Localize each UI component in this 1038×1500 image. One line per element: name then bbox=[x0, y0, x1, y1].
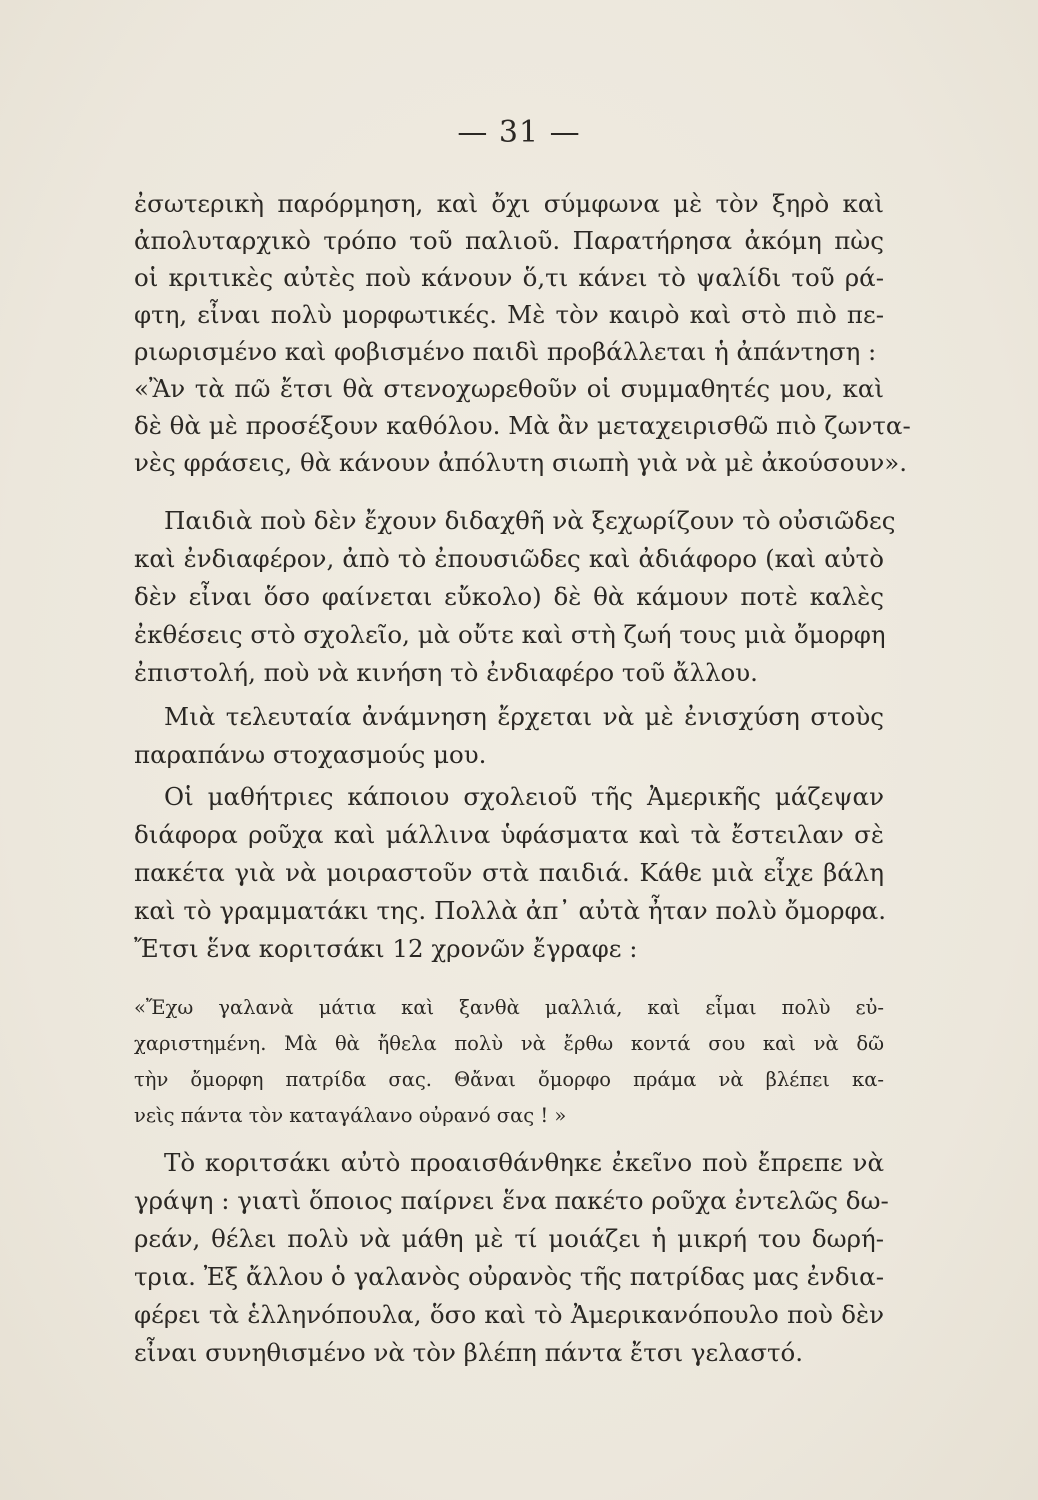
text-line: φτη, εἶναι πολὺ μορφωτικές. Μὲ τὸν καιρὸ καὶ στὸ πιὸ πε- bbox=[134, 300, 884, 329]
text-line: Μιὰ τελευταία ἀνάμνηση ἔρχεται νὰ μὲ ἐνισχύση στοὺς bbox=[164, 702, 884, 731]
text-line: ἐσωτερικὴ παρόρμηση, καὶ ὄχι σύμφωνα μὲ τὸν ξηρὸ καὶ bbox=[134, 189, 884, 218]
text-line: Οἱ μαθήτριες κάποιου σχολειοῦ τῆς Ἀμερικῆς μάζεψαν bbox=[164, 782, 884, 811]
text-line: ἐπιστολή, ποὺ νὰ κινήση τὸ ἐνδιαφέρο τοῦ ἄλλου. bbox=[134, 658, 758, 687]
text-line: ἀπολυταρχικὸ τρόπο τοῦ παλιοῦ. Παρατήρησα ἀκόμη πὼς bbox=[134, 226, 884, 255]
quote-line: νεὶς πάντα τὸν καταγάλανο οὐρανό σας ! » bbox=[134, 1104, 567, 1127]
text-line: φέρει τὰ ἑλληνόπουλα, ὅσο καὶ τὸ Ἀμερικανόπουλο ποὺ δὲν bbox=[134, 1300, 884, 1329]
text-line: καὶ τὸ γραμματάκι της. Πολλὰ ἀπ᾿ αὐτὰ ἦταν πολὺ ὄμορφα. bbox=[134, 896, 886, 925]
text-line: γράψη : γιατὶ ὅποιος παίρνει ἕνα πακέτο ροῦχα ἐντελῶς δω- bbox=[134, 1186, 889, 1215]
text-line: Τὸ κοριτσάκι αὐτὸ προαισθάνθηκε ἐκεῖνο ποὺ ἔπρεπε νὰ bbox=[164, 1148, 884, 1177]
text-line: πακέτα γιὰ νὰ μοιραστοῦν στὰ παιδιά. Κάθε μιὰ εἶχε βάλη bbox=[134, 858, 884, 887]
text-line: εἶναι συνηθισμένο νὰ τὸν βλέπη πάντα ἔτσι γελαστό. bbox=[134, 1338, 804, 1367]
text-line: παραπάνω στοχασμούς μου. bbox=[134, 740, 487, 769]
text-line: δὲ θὰ μὲ προσέξουν καθόλου. Μὰ ἂν μεταχειρισθῶ πιὸ ζωντα- bbox=[134, 411, 911, 440]
quote-line: τὴν ὄμορφη πατρίδα σας. Θἄναι ὄμορφο πράμα νὰ βλέπει κα- bbox=[134, 1068, 884, 1091]
text-line: νὲς φράσεις, θὰ κάνουν ἀπόλυτη σιωπὴ γιὰ νὰ μὲ ἀκούσουν». bbox=[134, 448, 908, 477]
text-line: «Ἂν τὰ πῶ ἔτσι θὰ στενοχωρεθοῦν οἱ συμμαθητές μου, καὶ bbox=[134, 374, 884, 403]
text-line: ριωρισμένο καὶ φοβισμένο παιδὶ προβάλλεται ἡ ἀπάντηση : bbox=[134, 337, 877, 366]
text-line: Παιδιὰ ποὺ δὲν ἔχουν διδαχθῆ νὰ ξεχωρίζουν τὸ οὐσιῶδες bbox=[164, 506, 896, 535]
text-line: διάφορα ροῦχα καὶ μάλλινα ὑφάσματα καὶ τὰ ἔστειλαν σὲ bbox=[134, 820, 884, 849]
text-line: ρεάν, θέλει πολὺ νὰ μάθη μὲ τί μοιάζει ἡ μικρή του δωρή- bbox=[134, 1224, 884, 1253]
text-line: δὲν εἶναι ὅσο φαίνεται εὔκολο) δὲ θὰ κάμουν ποτὲ καλὲς bbox=[134, 582, 884, 611]
text-line: οἱ κριτικὲς αὐτὲς ποὺ κάνουν ὅ,τι κάνει τὸ ψαλίδι τοῦ ρά- bbox=[134, 263, 884, 292]
text-line: καὶ ἐνδιαφέρον, ἀπὸ τὸ ἐπουσιῶδες καὶ ἀδιάφορο (καὶ αὐτὸ bbox=[134, 544, 884, 573]
quote-line: χαριστημένη. Μὰ θὰ ἤθελα πολὺ νὰ ἔρθω κοντά σου καὶ νὰ δῶ bbox=[134, 1032, 884, 1055]
quote-line: «Ἔχω γαλανὰ μάτια καὶ ξανθὰ μαλλιά, καὶ εἶμαι πολὺ εὐ- bbox=[134, 996, 884, 1019]
text-line: Ἔτσι ἕνα κοριτσάκι 12 χρονῶν ἔγραφε : bbox=[134, 934, 638, 963]
text-line: ἐκθέσεις στὸ σχολεῖο, μὰ οὔτε καὶ στὴ ζωή τους μιὰ ὄμορφη bbox=[134, 620, 886, 649]
text-line: τρια. Ἐξ ἄλλου ὁ γαλανὸς οὐρανὸς τῆς πατρίδας μας ἐνδια- bbox=[134, 1262, 884, 1291]
page-number: — 31 — bbox=[457, 115, 581, 150]
